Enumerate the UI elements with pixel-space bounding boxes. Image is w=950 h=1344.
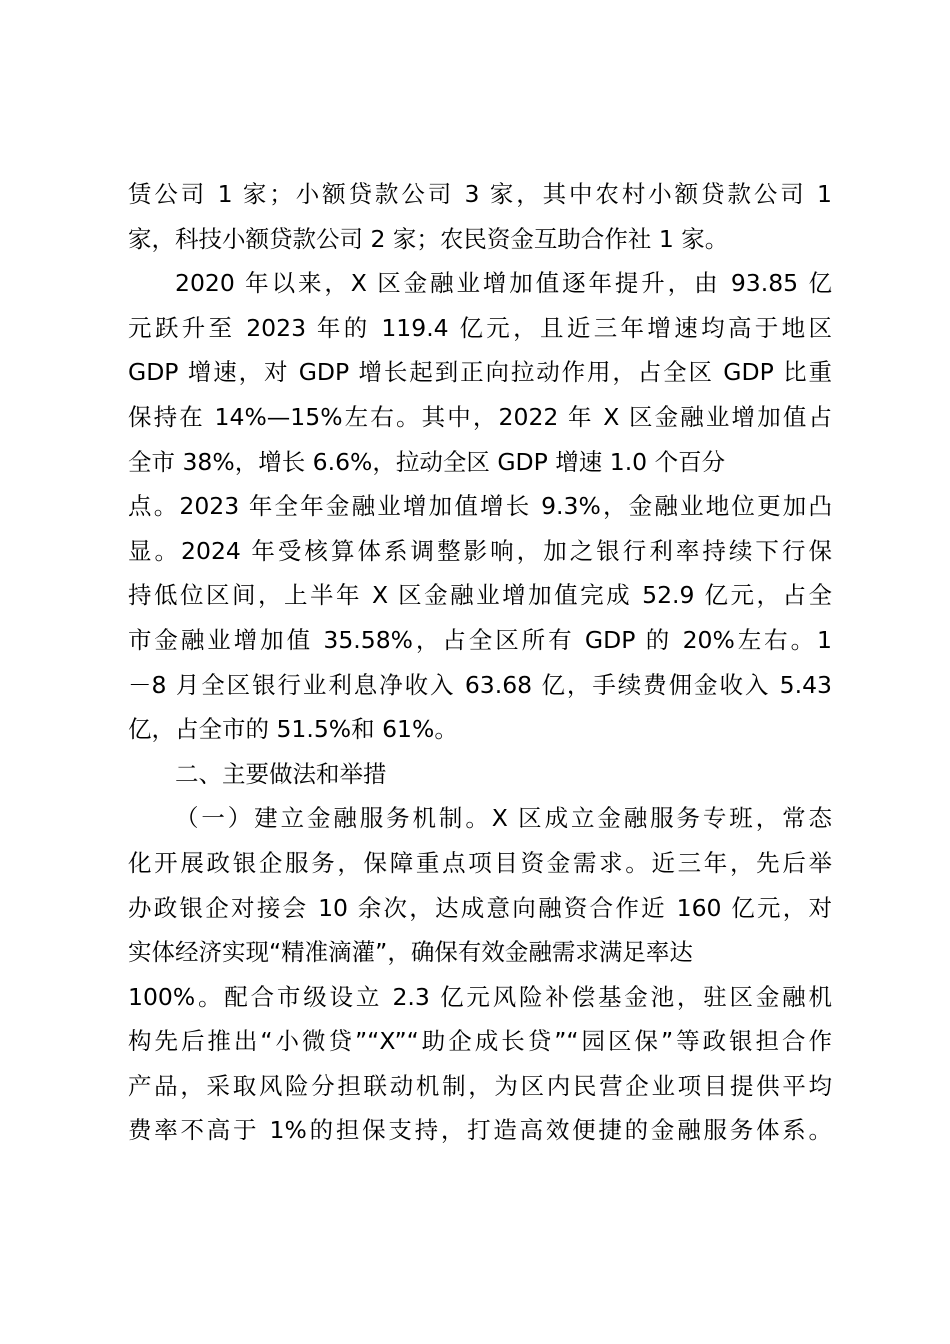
- section-heading: [128, 752, 832, 797]
- text-line: 办政银企对接会 10 余次，达成意向融资合作近 160 亿元，对: [128, 893, 832, 922]
- text-line: －8 月全区银行业利息净收入 63.68 亿，手续费佣金收入 5.43: [128, 670, 832, 699]
- text-line: 产品，采取风险分担联动机制，为区内民营企业项目提供平均: [128, 1071, 832, 1100]
- text-line: 市金融业增加值 35.58%，占全区所有 GDP 的 20%左右。1: [128, 625, 832, 654]
- text-line: 构先后推出“小微贷”“X”“助企成长贷”“园区保”等政银担合作: [128, 1027, 832, 1056]
- text-line: 化开展政银企服务，保障重点项目资金需求。近三年，先后举: [128, 848, 832, 877]
- text-line: 全市 38%，增长 6.6%，拉动全区 GDP 增速 1.0 个百分: [128, 447, 726, 476]
- text-line: 保持在 14%—15%左右。其中，2022 年 X 区金融业增加值占: [128, 402, 832, 431]
- text-line: 亿，占全市的 51.5%和 61%。: [128, 715, 458, 744]
- text-line: 赁公司 1 家；小额贷款公司 3 家，其中农村小额贷款公司 1: [128, 180, 832, 208]
- text-line: 实体经济实现“精准滴灌”，确保有效金融需求满足率达: [128, 938, 693, 967]
- text-line: 费率不高于 1%的担保支持，打造高效便捷的金融服务体系。: [128, 1116, 832, 1145]
- text-line: 显。2024 年受核算体系调整影响，加之银行利率持续下行保: [128, 536, 832, 565]
- text-line: 元跃升至 2023 年的 119.4 亿元，且近三年增速均高于地区: [128, 313, 832, 342]
- text-line: 2020 年以来，X 区金融业增加值逐年提升，由 93.85 亿: [175, 269, 832, 298]
- paragraph-2: [128, 261, 832, 752]
- document-body: [128, 172, 832, 1153]
- paragraph-1: [128, 172, 832, 261]
- text-line: GDP 增速，对 GDP 增长起到正向拉动作用，占全区 GDP 比重: [128, 358, 832, 387]
- text-line: 100%。配合市级设立 2.3 亿元风险补偿基金池，驻区金融机: [128, 982, 832, 1011]
- section-heading-text: 二、主要做法和举措: [175, 759, 387, 788]
- paragraph-3: [128, 796, 832, 1153]
- text-line: 点。2023 年全年金融业增加值增长 9.3%，金融业地位更加凸: [128, 492, 832, 521]
- text-line: 持低位区间，上半年 X 区金融业增加值完成 52.9 亿元，占全: [128, 581, 832, 610]
- text-line: 家，科技小额贷款公司 2 家；农民资金互助合作社 1 家。: [128, 224, 729, 253]
- text-line: （一）建立金融服务机制。X 区成立金融服务专班，常态: [175, 804, 832, 833]
